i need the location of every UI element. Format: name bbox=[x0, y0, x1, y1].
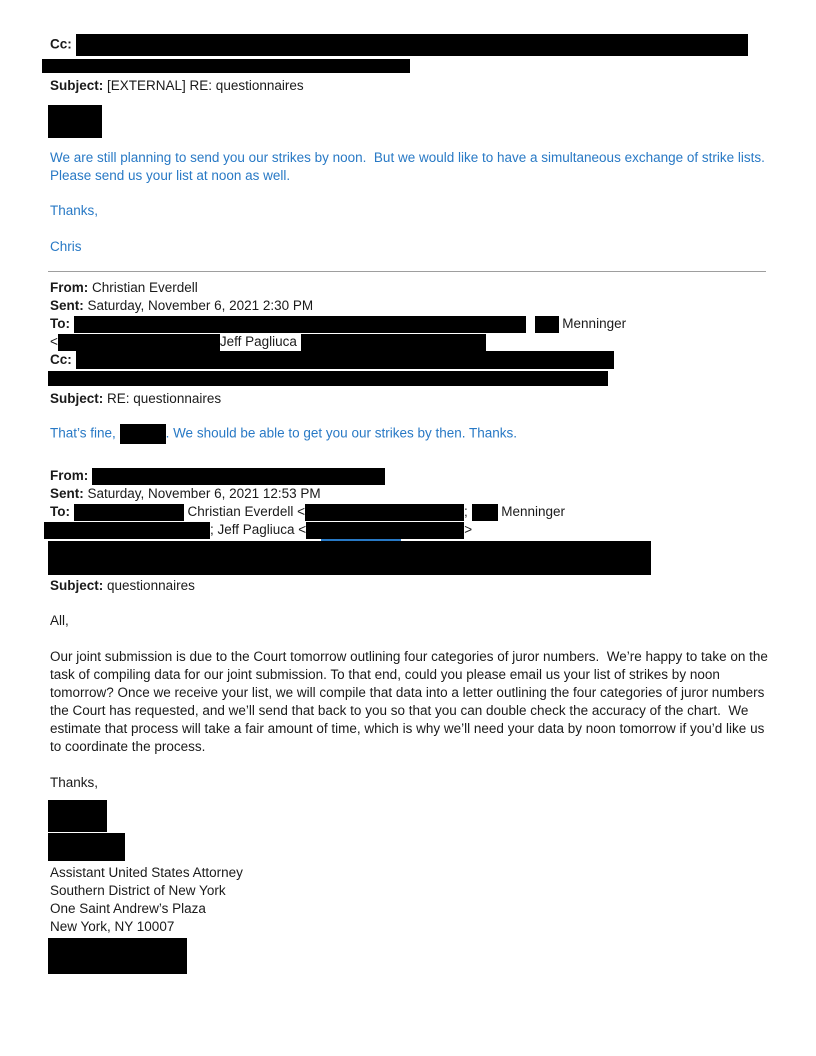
redaction-bar-name bbox=[120, 424, 166, 444]
redaction-bar-email-address bbox=[305, 504, 464, 521]
redaction-bar-email-address bbox=[58, 334, 220, 351]
redaction-block-phone bbox=[48, 938, 187, 974]
sent-value: Saturday, November 6, 2021 12:53 PM bbox=[87, 486, 321, 502]
redaction-bar-from-sender bbox=[92, 468, 385, 485]
cc-line bbox=[50, 351, 768, 369]
redaction-bar-email-address-2 bbox=[44, 522, 210, 539]
to-separator: ; bbox=[463, 504, 468, 520]
cc-overflow-line bbox=[50, 369, 768, 387]
to-label: To: bbox=[50, 316, 70, 331]
subject-label: Subject: bbox=[50, 78, 104, 93]
subject-label: Subject: bbox=[50, 578, 104, 594]
subject-line bbox=[50, 577, 768, 595]
signature-address-1: One Saint Andrew’s Plaza bbox=[50, 901, 206, 917]
to-label: To: bbox=[50, 504, 70, 520]
cc-label: Cc: bbox=[50, 36, 72, 52]
to-overflow-line bbox=[50, 521, 768, 539]
subject-value: [EXTERNAL] RE: questionnaires bbox=[107, 78, 304, 93]
signature-block bbox=[50, 864, 768, 936]
redaction-bar-cc-recipients-2 bbox=[42, 59, 410, 73]
angle-open: < bbox=[50, 334, 58, 349]
email-3-body: Our joint submission is due to the Court tomorrow outlining four categories of juror numbers. We’re happy to take on the task of compiling data for our joint submission. To that end, could you please email us your list of strikes by noon tomorrow? Once we receive your list, we will compile that data into a letter outlining the four categories of juror numbers the Court has requested, and we’ll send that back to you so that you can double check the accuracy of the chart. We estimate that process will take a fair amount of time, which is why we’ll need your data by noon tomorrow if you’d like us to coordinate the process. bbox=[50, 649, 772, 755]
subject-value: questionnaires bbox=[107, 578, 195, 594]
sent-label: Sent: bbox=[50, 298, 84, 313]
to-line2-text: ; Jeff Pagliuca < bbox=[210, 522, 307, 538]
email-2-header bbox=[50, 279, 768, 408]
to-visible-name-2: Jeff Pagliuca bbox=[219, 334, 301, 349]
email-3-header bbox=[50, 467, 768, 595]
redaction-bar-first-name bbox=[472, 504, 498, 521]
email-2-body bbox=[50, 424, 768, 444]
sent-line bbox=[50, 485, 768, 503]
to-name-2: Menninger bbox=[501, 504, 566, 520]
cc-overflow-line bbox=[50, 57, 768, 75]
email-3-closing: Thanks, bbox=[50, 775, 99, 791]
hyperlink-underline bbox=[321, 539, 401, 541]
sent-value: Saturday, November 6, 2021 2:30 PM bbox=[87, 298, 314, 313]
redaction-block-greeting bbox=[48, 105, 102, 138]
cc-line bbox=[50, 34, 768, 56]
to-overflow-line bbox=[50, 333, 768, 351]
sent-label: Sent: bbox=[50, 486, 84, 502]
from-line bbox=[50, 279, 768, 297]
subject-value: RE: questionnaires bbox=[107, 391, 222, 407]
to-name-1: Christian Everdell < bbox=[187, 504, 305, 520]
reply-closing: Thanks, bbox=[50, 203, 99, 218]
redaction-block-signature-name bbox=[48, 800, 107, 832]
signature-title: Assistant United States Attorney bbox=[50, 865, 243, 881]
redaction-bar-cc-recipients bbox=[76, 34, 748, 56]
cc-label: Cc: bbox=[50, 352, 72, 367]
to-visible-name: Menninger bbox=[562, 316, 627, 331]
redaction-bar-cc-recipients bbox=[76, 351, 614, 369]
subject-label: Subject: bbox=[50, 391, 104, 407]
subject-line bbox=[50, 77, 768, 95]
to-line bbox=[50, 503, 768, 521]
redaction-bar-email-address-3 bbox=[306, 522, 464, 539]
thread-divider bbox=[48, 271, 766, 272]
redaction-bar-to-recipient bbox=[74, 504, 184, 521]
redaction-block-cc-recipients bbox=[48, 541, 651, 575]
from-line bbox=[50, 467, 768, 485]
reply-signer: Chris bbox=[50, 239, 82, 254]
redaction-bar-to-recipients bbox=[74, 316, 526, 333]
redaction-bar-first-name bbox=[535, 316, 559, 333]
from-label: From: bbox=[50, 280, 89, 295]
body-prefix: That’s fine, bbox=[50, 426, 116, 441]
subject-line bbox=[50, 390, 768, 408]
to-line bbox=[50, 315, 768, 333]
redaction-block-signature-name-2 bbox=[48, 833, 125, 861]
from-label: From: bbox=[50, 468, 89, 484]
email-3-greeting: All, bbox=[50, 613, 69, 629]
reply-body-text: We are still planning to send you our strikes by noon. But we would like to have a simultaneous exchange of strike lists. Please send us your list at noon as well. bbox=[50, 150, 769, 183]
signature-org: Southern District of New York bbox=[50, 883, 226, 899]
sent-line bbox=[50, 297, 768, 315]
angle-close: > bbox=[464, 522, 473, 538]
body-suffix: . We should be able to get you our strikes by then. Thanks. bbox=[165, 426, 518, 441]
redaction-bar-email-address-2 bbox=[301, 334, 486, 351]
signature-address-2: New York, NY 10007 bbox=[50, 919, 175, 935]
from-value: Christian Everdell bbox=[92, 280, 198, 295]
redaction-bar-cc-recipients-2 bbox=[48, 371, 608, 386]
